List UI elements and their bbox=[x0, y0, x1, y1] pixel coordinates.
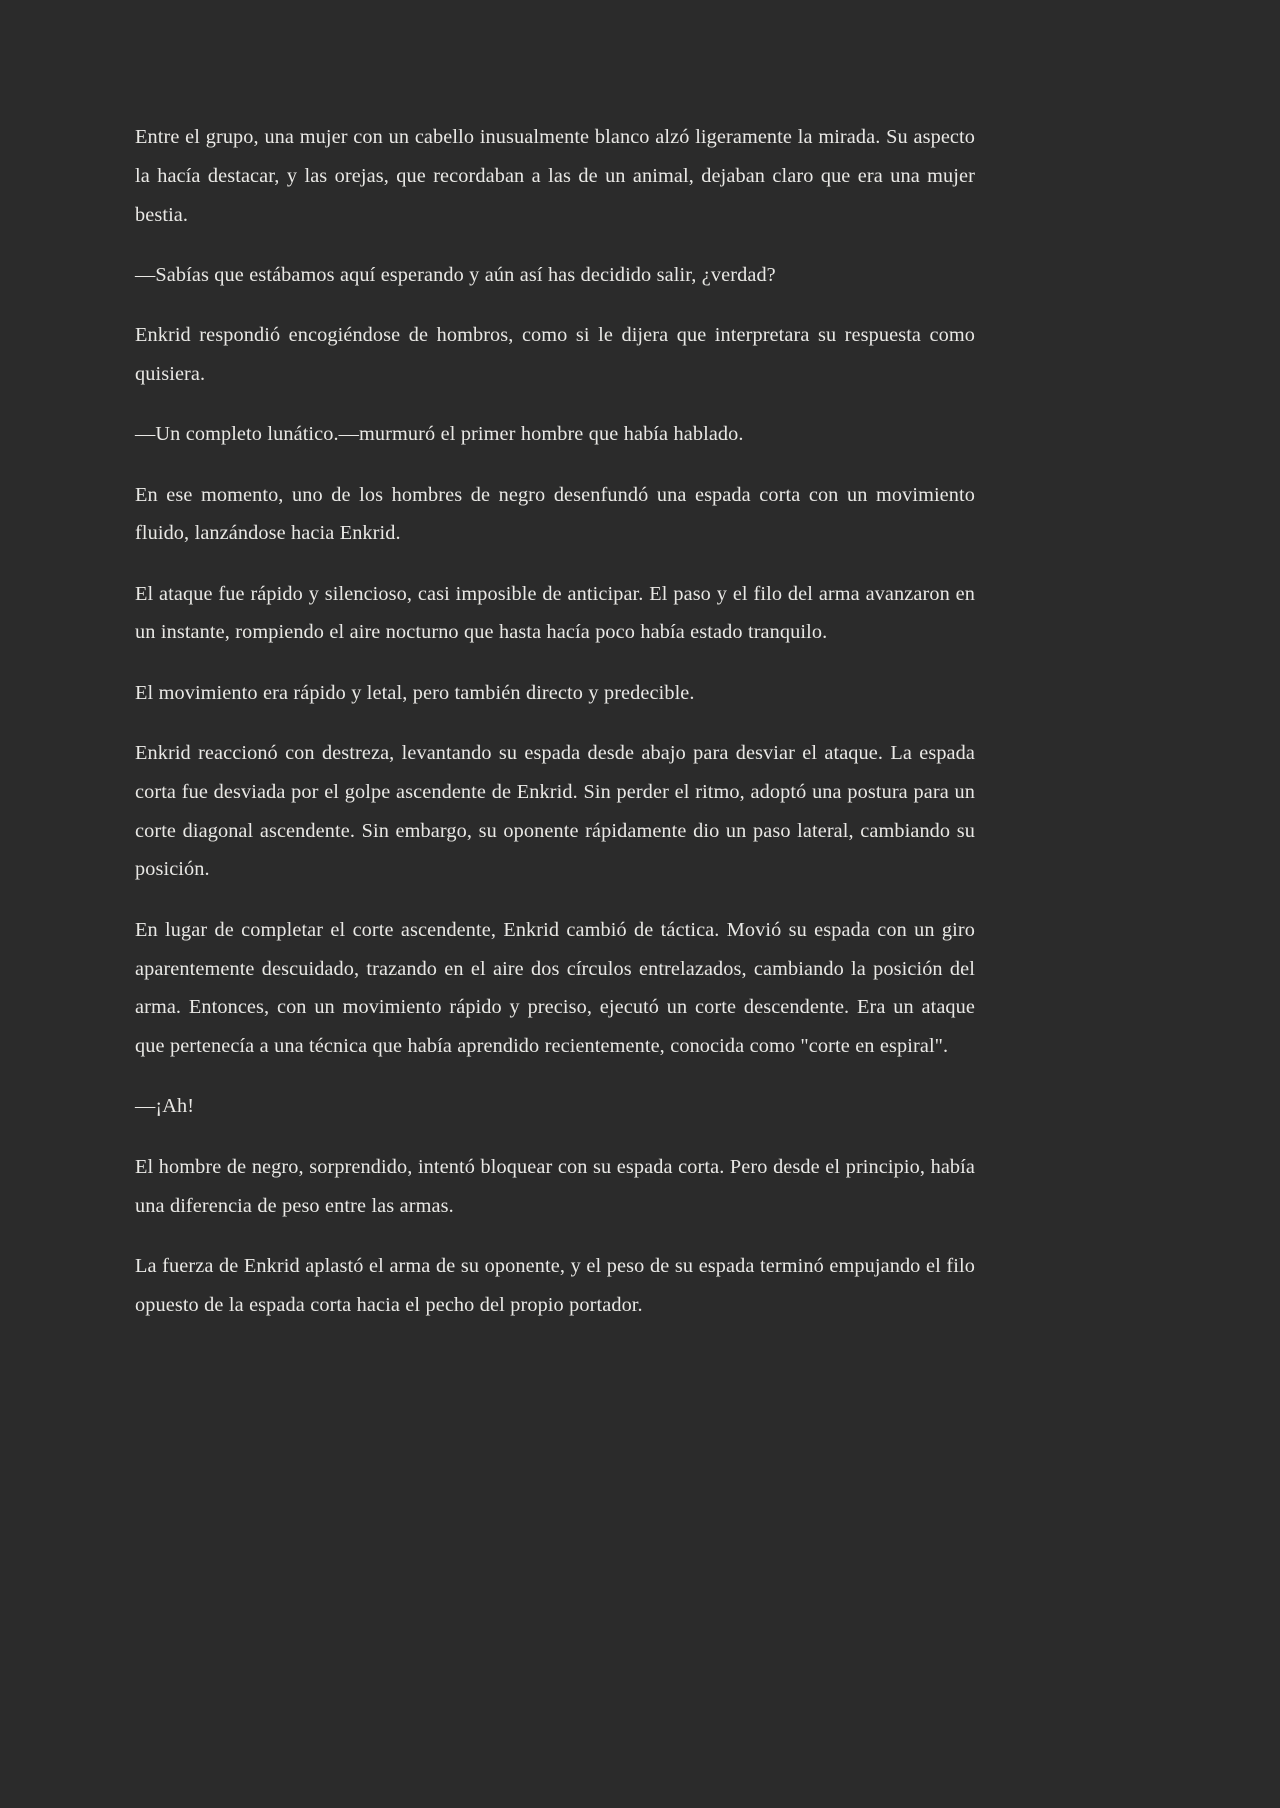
paragraph-1: Entre el grupo, una mujer con un cabello inusualmente blanco alzó ligeramente la mirada. Su aspecto la hacía destacar, y las orejas, que recordaban a las de un animal, dejaban claro que era una mujer bestia. bbox=[135, 126, 975, 226]
paragraph-5: En ese momento, uno de los hombres de negro desenfundó una espada corta con un movimiento fluido, lanzándose hacia Enkrid. bbox=[135, 483, 975, 545]
paragraph-3: Enkrid respondió encogiéndose de hombros, como si le dijera que interpretara su respuesta como quisiera. bbox=[135, 324, 975, 385]
paragraph-12: La fuerza de Enkrid aplastó el arma de su oponente, y el peso de su espada terminó empujando el filo opuesto de la espada corta hacia el pecho del propio portador. bbox=[135, 1254, 975, 1316]
paragraph-7: El movimiento era rápido y letal, pero también directo y predecible. bbox=[135, 681, 695, 704]
paragraph-9: En lugar de completar el corte ascendente, Enkrid cambió de táctica. Movió su espada con un giro aparentemente descuidado, trazando en el aire dos círculos entrelazados, cambiando la posición del arma. Entonces, con un movimiento rápido y preciso, ejecutó un corte descendente. Era un ataque que pertenecía a una técnica que había aprendido recientemente, conocida como "corte en espiral". bbox=[135, 918, 975, 1058]
paragraph-11: El hombre de negro, sorprendido, intentó bloquear con su espada corta. Pero desde el principio, había una diferencia de peso entre las armas. bbox=[135, 1155, 975, 1217]
paragraph-4-dialogue: —Un completo lunático.—murmuró el primer hombre que había hablado. bbox=[135, 423, 744, 446]
paragraph-10-dialogue: —¡Ah! bbox=[135, 1095, 195, 1118]
document-body bbox=[135, 118, 975, 1324]
paragraph-8: Enkrid reaccionó con destreza, levantando su espada desde abajo para desviar el ataque. La espada corta fue desviada por el golpe ascendente de Enkrid. Sin perder el ritmo, adoptó una postura para un corte diagonal ascendente. Sin embargo, su oponente rápidamente dio un paso lateral, cambiando su posición. bbox=[135, 742, 975, 881]
paragraph-2-dialogue: —Sabías que estábamos aquí esperando y aún así has decidido salir, ¿verdad? bbox=[135, 263, 776, 286]
paragraph-6: El ataque fue rápido y silencioso, casi imposible de anticipar. El paso y el filo del arma avanzaron en un instante, rompiendo el aire nocturno que hasta hacía poco había estado tranquilo. bbox=[135, 582, 975, 644]
